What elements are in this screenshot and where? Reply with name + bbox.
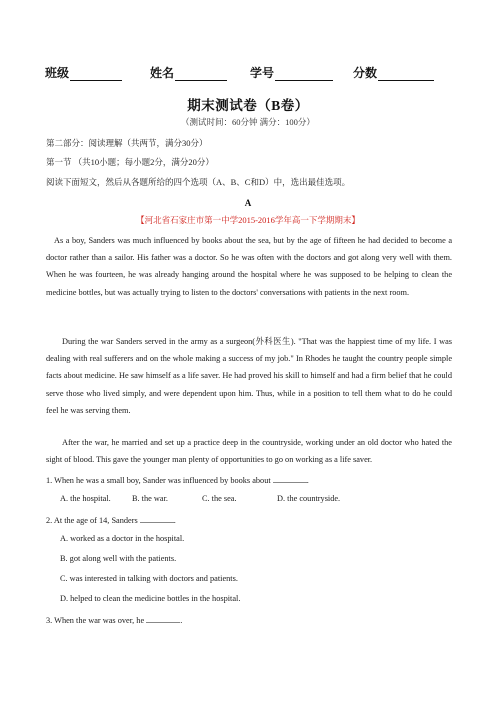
name-field[interactable] xyxy=(150,64,227,81)
passage-paragraph-2: During the war Sanders served in the army as a surgeon(外科医生). "That was the happiest time of my life. I was dealing with real sufferers and on the whole making a success of my job." In Rhodes he taught the country people simple facts about medicine. He saw himself as a life saver. He had proved his skill to himself and had a firm belief that he could serve those who lived simply, and were dependent upon him. Thus, while in a position to tell them what to do he could feel he was serving them. xyxy=(46,337,452,415)
option-d[interactable]: D. the countryside. xyxy=(277,494,341,503)
passage-paragraph-3: After the war, he married and set up a practice deep in the countryside, working under an old doctor who hated the sight of blood. This gave the younger man plenty of opportunities to go on working as a life saver. xyxy=(46,438,452,465)
option-a[interactable]: A. worked as a doctor in the hospital. xyxy=(60,534,185,543)
question-1-options xyxy=(60,494,340,503)
option-d[interactable]: D. helped to clean the medicine bottles in the hospital. xyxy=(60,594,241,603)
answer-blank[interactable] xyxy=(146,614,180,623)
name-blank[interactable] xyxy=(175,68,227,81)
student-info-row xyxy=(0,64,496,82)
score-field[interactable] xyxy=(353,64,434,81)
option-c[interactable]: C. the sea. xyxy=(202,494,237,503)
option-b[interactable]: B. the war. xyxy=(132,494,168,503)
option-a[interactable]: A. the hospital. xyxy=(60,494,111,503)
question-1: 1. When he was a small boy, Sander was influenced by books about . xyxy=(46,476,309,485)
student-id-blank[interactable] xyxy=(275,68,333,81)
question-2-stem: 2. At the age of 14, Sanders xyxy=(46,516,138,525)
question-2: 2. At the age of 14, Sanders . xyxy=(46,516,176,525)
answer-blank[interactable] xyxy=(140,514,174,523)
question-3: 3. When the war was over, he . xyxy=(46,616,183,625)
question-3-stem: 3. When the war was over, he xyxy=(46,616,145,625)
class-blank[interactable] xyxy=(70,68,122,81)
name-label: 姓名 xyxy=(150,66,175,80)
section-heading: 第一节 （共10小题；每小题2分，满分20分） xyxy=(46,157,214,167)
passage-paragraph-1: As a boy, Sanders was much influenced by books about the sea, but by the age of fifteen he had decided to become a doctor rather than a sailor. His father was a doctor. So he was often with the doctors and got along very well with them. When he was fourteen, he was already hanging around the hospital where he was supposed to be helping to clean the medicine bottles, but was actually trying to listen to the doctors' conversations with patients in the next room. xyxy=(46,236,452,297)
class-field[interactable] xyxy=(45,64,122,81)
class-label: 班级 xyxy=(45,66,70,80)
exam-title: 期末测试卷（B卷） xyxy=(187,98,309,113)
exam-subtitle: （测试时间：60分钟 满分：100分） xyxy=(181,117,315,127)
question-1-stem: 1. When he was a small boy, Sander was influenced by books about xyxy=(46,476,271,485)
part-heading: 第二部分：阅读理解（共两节，满分30分） xyxy=(46,138,208,148)
instructions: 阅读下面短文，然后从各题所给的四个选项（A、B、C和D）中，选出最佳选项。 xyxy=(46,177,351,187)
score-label: 分数 xyxy=(353,66,378,80)
passage-label: A xyxy=(244,198,252,208)
option-c[interactable]: C. was interested in talking with doctors and patients. xyxy=(60,574,238,583)
answer-blank[interactable] xyxy=(273,474,307,483)
source-note: 【河北省石家庄市第一中学2015-2016学年高一下学期期末】 xyxy=(136,215,360,225)
score-blank[interactable] xyxy=(378,68,434,81)
student-id-field[interactable] xyxy=(250,64,333,81)
student-id-label: 学号 xyxy=(250,66,275,80)
option-b[interactable]: B. got along well with the patients. xyxy=(60,554,177,563)
